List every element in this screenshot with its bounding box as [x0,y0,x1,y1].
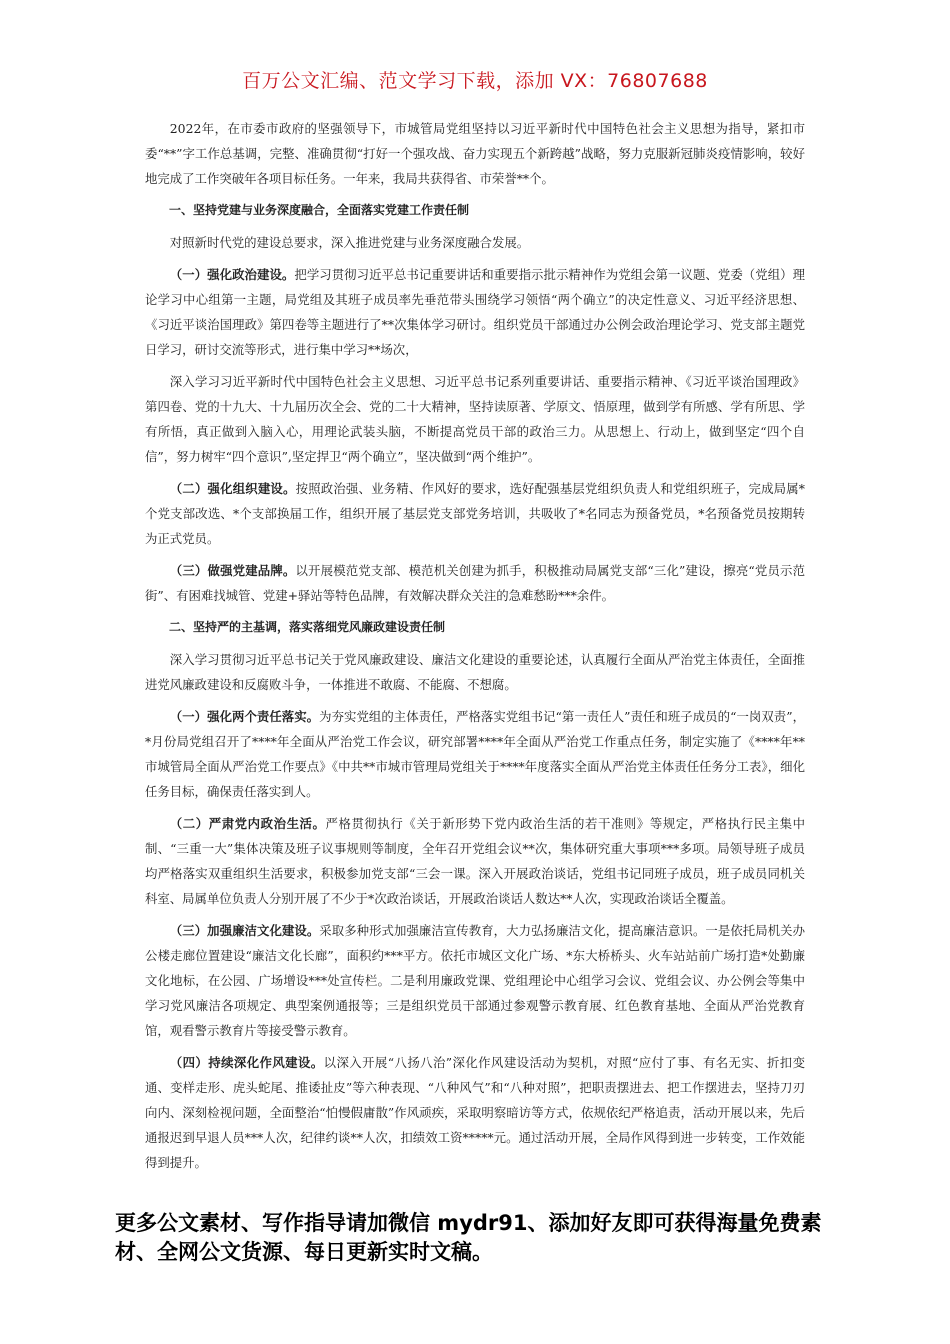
subsection-work-style [145,1050,805,1175]
paragraph-text: 深入学习习近平新时代中国特色社会主义思想、习近平总书记系列重要讲话、重要指示精神、《习近平谈治国理政》第四卷、党的十九大、十九届历次全会、党的二十大精神，坚持读原著、学原文、悟原理，做到学有所感、学有所思、学有所悟，真正做到入脑入心，用理论武装头脑，不断提高党员干部的政治三力。从思想上、行动上，做到坚定“四个自信”，努力树牢“四个意识”,坚定捍卫“两个确立”，坚决做到“两个维护”。 [145,374,805,464]
subsection-title: （三）做强党建品牌。 [169,563,296,578]
paragraph-text: 深入学习贯彻习近平总书记关于党风廉政建设、廉洁文化建设的重要论述，认真履行全面从严治党主体责任，全面推进党风廉政建设和反腐败斗争，一体推进不敢腐、不能腐、不想腐。 [145,652,805,692]
section-1-intro [145,230,805,255]
section-2-intro [145,647,805,697]
paragraph-text: 按照政治强、业务精、作风好的要求，选好配强基层党组织负责人和党组织班子，完成局属*个党支部改选、*个支部换届工作，组织开展了基层党支部党务培训，共吸收了*名同志为预备党员，*名预备党员按期转为正式党员。 [145,481,806,546]
paragraph-text: 采取多种形式加强廉洁宣传教育，大力弘扬廉洁文化，提高廉洁意识。一是依托局机关办公楼走廊位置建设“廉洁文化长廊”，面积约***平方。依托市城区文化广场、*东大桥桥头、火车站站前广场打造*处勤廉文化地标，在公园、广场增设***处宣传栏。二是利用廉政党课、党组理论中心组学习会议、党组会议、办公例会等集中学习党风廉洁各项规定、典型案例通报等；三是组织党员干部通过参观警示教育展、红色教育基地、全面从严治党教育馆，观看警示教育片等接受警示教育。 [145,923,806,1038]
promo-footer: 更多公文素材、写作指导请加微信 mydr91、添加好友即可获得海量免费素材、全网公文货源、每日更新实时文稿。 [115,1211,822,1264]
subsection-title: （一）强化政治建设。 [169,267,295,282]
subsection-responsibility [145,704,805,804]
study-paragraph [145,369,805,469]
subsection-organization [145,476,805,551]
paragraph-text: 以深入开展“八扬八治”深化作风建设活动为契机，对照“应付了事、有名无实、折扣变通、变样走形、虎头蛇尾、推诿扯皮”等六种表现、“八种风气”和“八种对照”，把职责摆进去、把工作摆进去，坚持刀刃向内、深刻检视问题，全面整治“怕慢假庸散”作风顽疾，采取明察暗访等方式，依规依纪严格追责，活动开展以来，先后通报迟到早退人员***人次，纪律约谈**人次，扣绩效工资*****元。通过活动开展，全局作风得到进一步转变，工作效能得到提升。 [145,1055,805,1170]
subsection-brand [145,558,805,608]
subsection-title: （一）强化两个责任落实。 [169,709,320,724]
subsection-title: （二）严肃党内政治生活。 [169,816,326,831]
subsection-political-life [145,811,805,911]
paragraph-text: 为夯实党组的主体责任，严格落实党组书记“第一责任人”责任和班子成员的“一岗双责”，*月份局党组召开了****年全面从严治党工作会议，研究部署****年全面从严治党工作重点任务，制定实施了《****年**市城管局全面从严治党工作要点》《中共**市城市管理局党组关于****年度落实全面从严治党主体责任任务分工表》，细化任务目标，确保责任落实到人。 [145,709,806,799]
paragraph-text: 严格贯彻执行《关于新形势下党内政治生活的若干准则》等规定，严格执行民主集中制、“三重一大”集体决策及班子议事规则等制度，全年召开党组会议**次，集体研究重大事项***多项。局领导班子成员均严格落实双重组织生活要求，积极参加党支部“三会一课。深入开展政治谈话，党组书记同班子成员，班子成员同机关科室、局属单位负责人分别开展了不少于*次政治谈话，开展政治谈话人数达**人次，实现政治谈话全覆盖。 [145,816,805,906]
paragraph-text: 把学习贯彻习近平总书记重要讲话和重要指示批示精神作为党组会第一议题、党委（党组）理论学习中心组第一主题，局党组及其班子成员率先垂范带头围绕学习领悟“两个确立”的决定性意义、习近平经济思想、《习近平谈治国理政》第四卷等主题进行了**次集体学习研讨。组织党员干部通过办公例会政治理论学习、党支部主题党日学习，研讨交流等形式，进行集中学习**场次， [145,267,805,357]
paragraph-text: 以开展模范党支部、模范机关创建为抓手，积极推动局属党支部“三化”建设，擦亮“党员示范街”、有困难找城管、党建+驿站等特色品牌，有效解决群众关注的急难愁盼***余件。 [145,563,805,603]
intro-paragraph [145,116,805,191]
subsection-political [145,262,805,362]
document-body [145,116,805,1182]
promo-banner: 百万公文汇编、范文学习下载，添加 VX：76807688 [242,70,708,92]
paragraph-text: 对照新时代党的建设总要求，深入推进党建与业务深度融合发展。 [169,235,530,250]
subsection-title: （二）强化组织建设。 [169,481,296,496]
subsection-title: （四）持续深化作风建设。 [169,1055,324,1070]
subsection-title: （三）加强廉洁文化建设。 [169,923,320,938]
section-heading-1: 一、坚持党建与业务深度融合，全面落实党建工作责任制 [169,203,470,217]
section-heading-2: 二、坚持严的主基调，落实落细党风廉政建设责任制 [169,620,446,634]
subsection-integrity-culture [145,918,805,1043]
paragraph-text: 2022年，在市委市政府的坚强领导下，市城管局党组坚持以习近平新时代中国特色社会主义思想为指导，紧扣市委“**”字工作总基调，完整、准确贯彻“打好一个强攻战、奋力实现五个新跨越”战略，努力克服新冠肺炎疫情影响，较好地完成了工作突破年各项目标任务。一年来，我局共获得省、市荣誉**个。 [145,121,805,186]
